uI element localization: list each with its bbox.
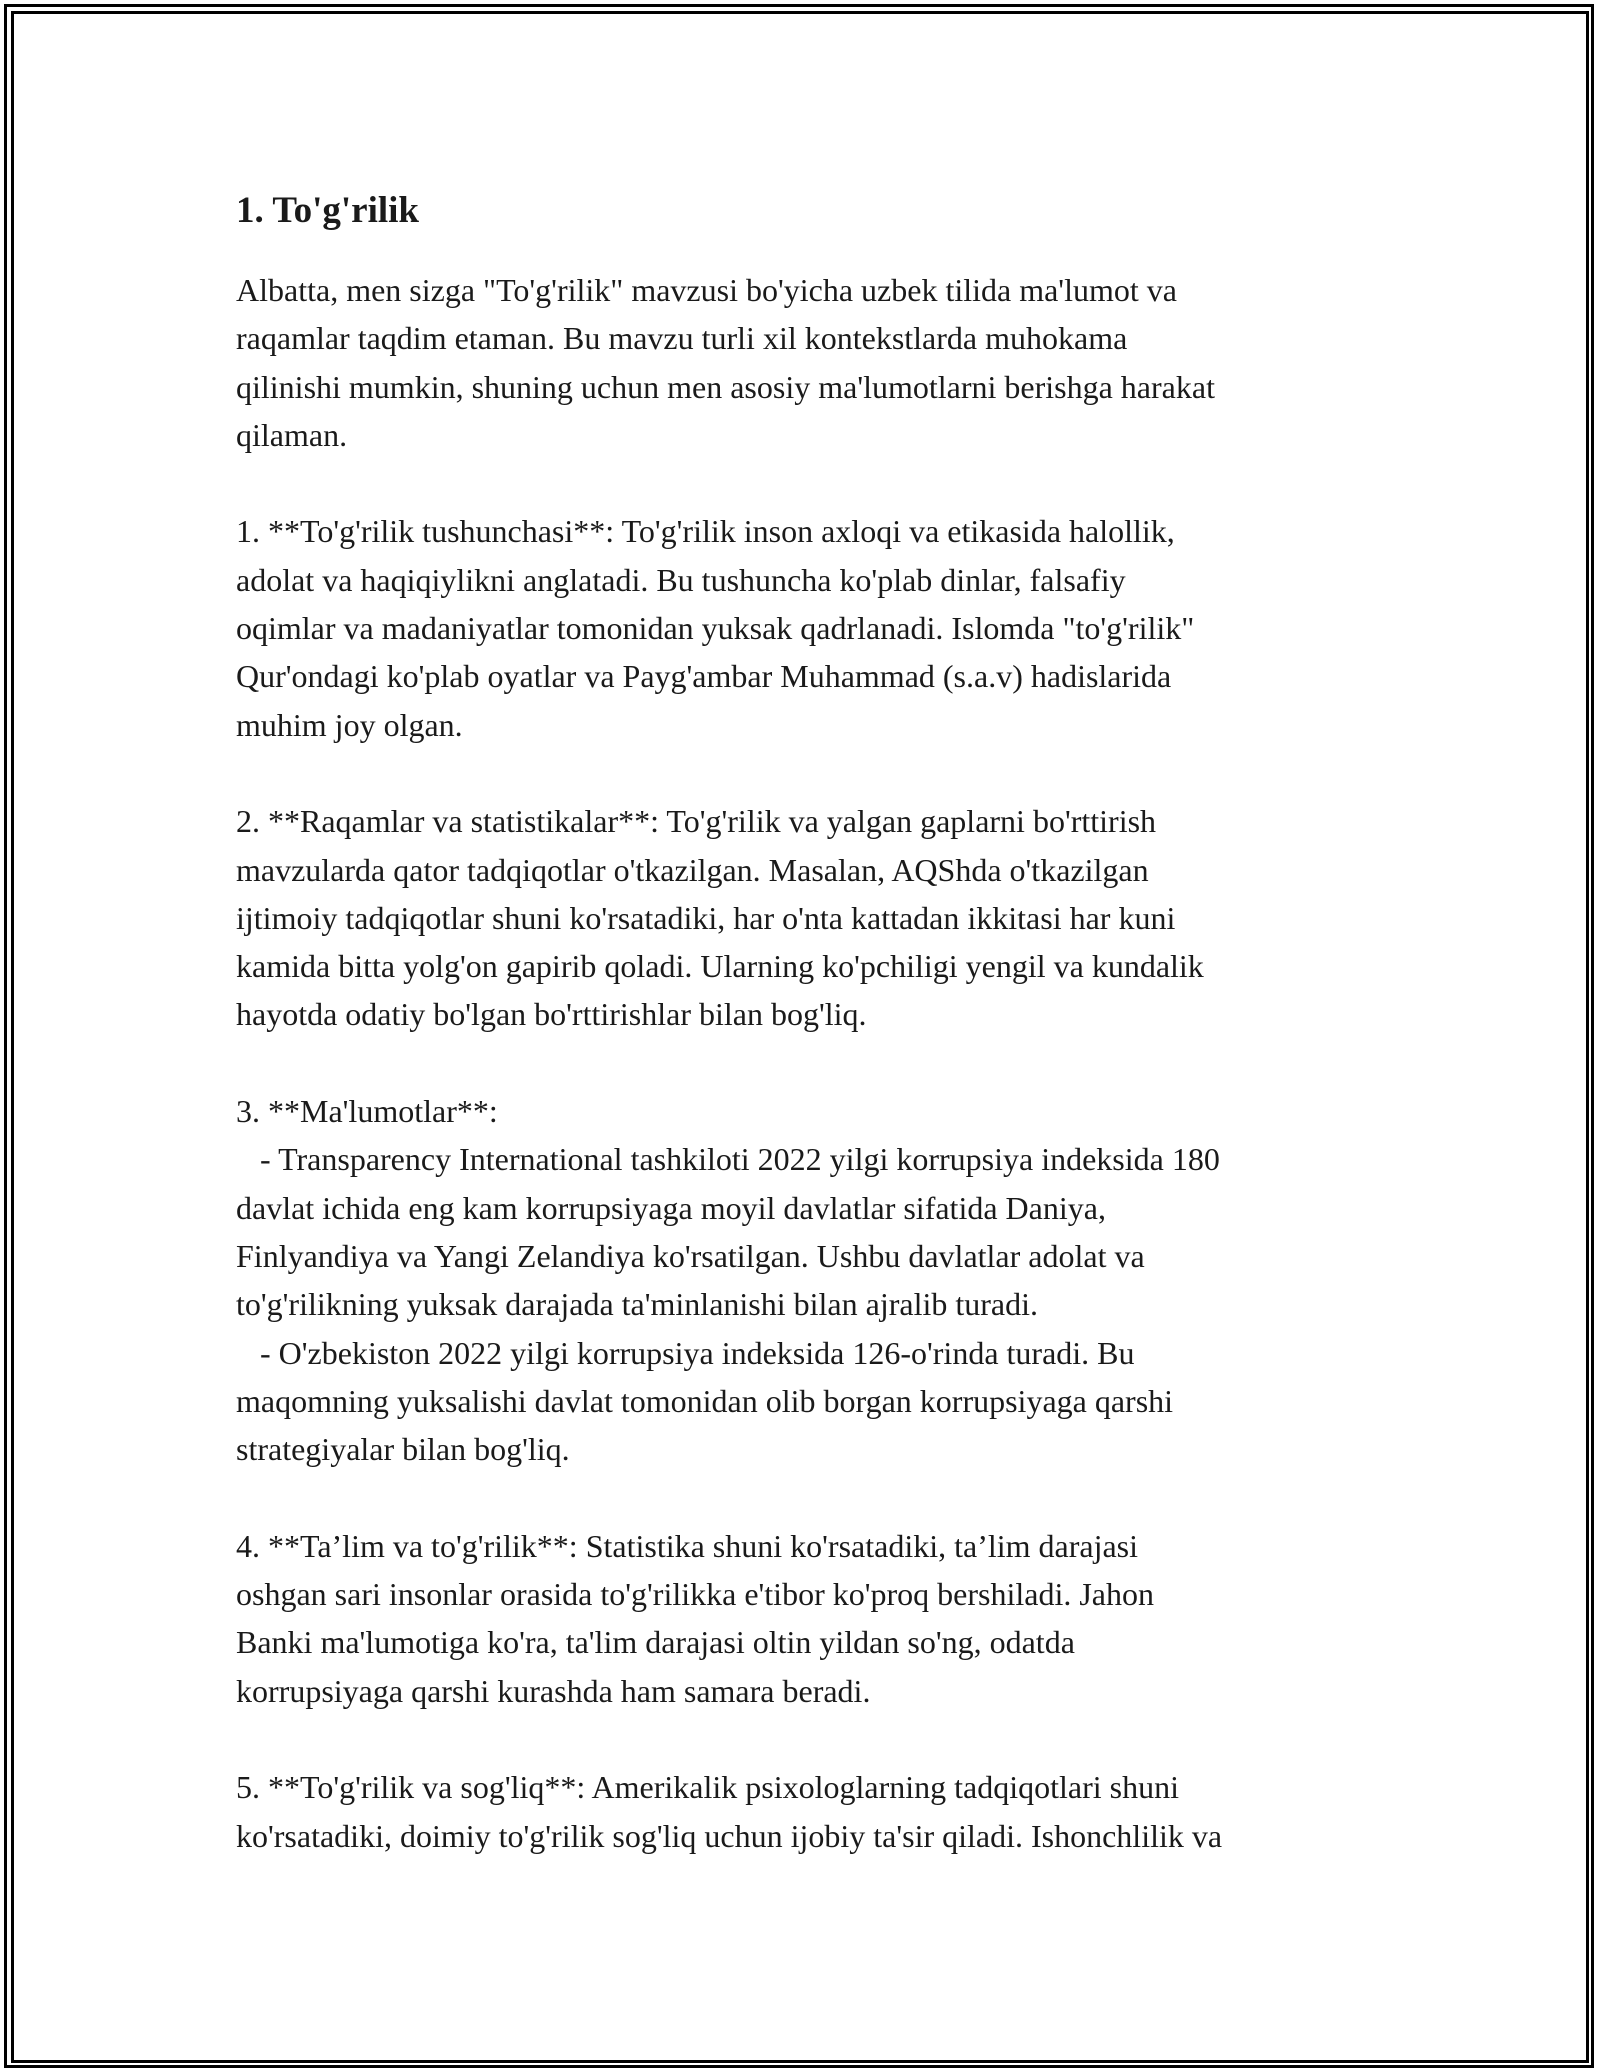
document-body [236, 186, 1386, 1908]
section-5-paragraph: 5. **To'g'rilik va sog'liq**: Amerikalik psixologlarning tadqiqotlari shuni ko'rsatadiki, doimiy to'g'rilik sog'liq uchun ijobiy ta'sir qiladi. Ishonchlilik va [236, 1769, 1223, 1854]
intro-paragraph: Albatta, men sizga "To'g'rilik" mavzusi bo'yicha uzbek tilida ma'lumot va raqamlar taqdim etaman. Bu mavzu turli xil kontekstlarda muhokama qilinishi mumkin, shuning uchun men asosiy ma'lumotlarni berishga harakat qilaman. [236, 272, 1215, 453]
section-4-paragraph: 4. **Ta’lim va to'g'rilik**: Statistika shuni ko'rsatadiki, ta’lim darajasi oshgan sari insonlar orasida to'g'rilikka e'tibor ko'proq bershiladi. Jahon Banki ma'lumotiga ko'ra, ta'lim darajasi oltin yildan so'ng, odatda korrupsiyaga qarshi kurashda ham samara beradi. [236, 1527, 1154, 1709]
section-3-paragraph: 3. **Ma'lumotlar**: - Transparency International tashkiloti 2022 yilgi korrupsiya indeksida 180 davlat ichida eng kam korrupsiyaga moyil davlatlar sifatida Daniya, Finlyandiya va Yangi Zelandiya ko'rsatilgan. Ushbu davlatlar adolat va to'g'rilikning yuksak darajada ta'minlanishi bilan ajralib turadi. - O'zbekiston 2022 yilgi korrupsiya indeksida 126-o'rinda turadi. Bu maqomning yuksalishi davlat tomonidan olib borgan korrupsiyaga qarshi strategiyalar bilan bog'liq. [236, 1093, 1220, 1468]
section-2-paragraph: 2. **Raqamlar va statistikalar**: To'g'rilik va yalgan gaplarni bo'rttirish mavzularda qator tadqiqotlar o'tkazilgan. Masalan, AQShda o'tkazilgan ijtimoiy tadqiqotlar shuni ko'rsatadiki, har o'nta kattadan ikkitasi har kuni kamida bitta yolg'on gapirib qoladi. Ularning ko'pchiligi yengil va kundalik hayotda odatiy bo'lgan bo'rttirishlar bilan bog'liq. [236, 803, 1204, 1033]
section-1-paragraph: 1. **To'g'rilik tushunchasi**: To'g'rilik inson axloqi va etikasida halollik, adolat va haqiqiylikni anglatadi. Bu tushuncha ko'plab dinlar, falsafiy oqimlar va madaniyatlar tomonidan yuksak qadrlanadi. Islomda "to'g'rilik" Qur'ondagi ko'plab oyatlar va Payg'ambar Muhammad (s.a.v) hadislarida muhim joy olgan. [236, 513, 1195, 743]
document-title: 1. To'g'rilik [236, 190, 420, 231]
